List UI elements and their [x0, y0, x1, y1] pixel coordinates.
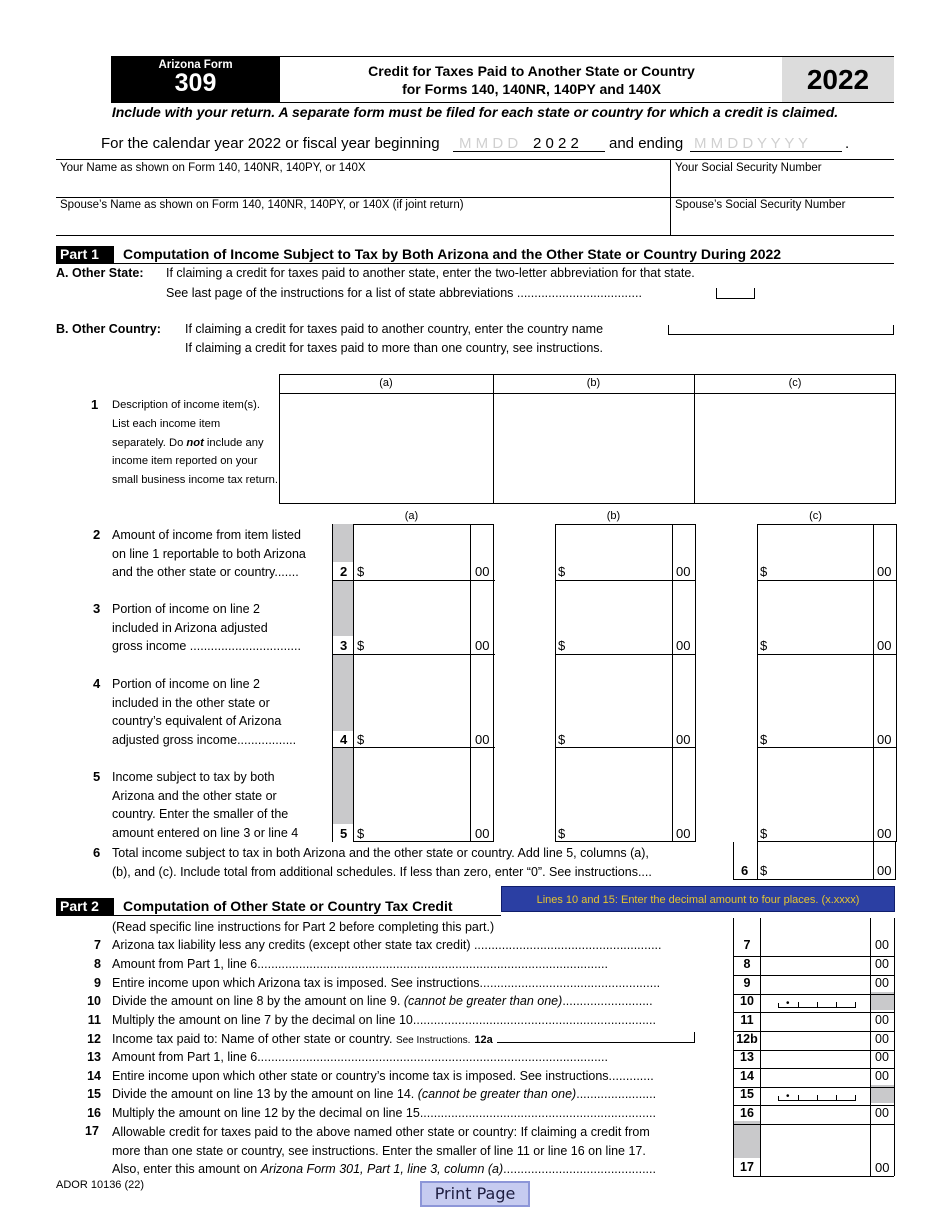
- part2-line-text: [112, 1106, 656, 1120]
- part2-amount-input[interactable]: [762, 957, 868, 974]
- other-state-label: A. Other State:: [56, 266, 144, 280]
- line-text-main: Multiply the amount on line 12 by the decimal on line 15....................................................................: [112, 1106, 656, 1120]
- line2a-dollar: $: [357, 564, 365, 579]
- part2-line-number: 16: [87, 1106, 101, 1120]
- part2-line-8: [0, 957, 950, 975]
- line1-desc-2: List each income item: [112, 417, 221, 430]
- line3a-cents: 00: [475, 638, 490, 653]
- line3-desc-3: gross income ................................: [112, 639, 301, 654]
- line2-box-number: 2: [340, 564, 348, 579]
- part2-line-9: [0, 976, 950, 994]
- line-text-main: Arizona tax liability less any credits (except other state tax credit) ......................................................: [112, 938, 662, 952]
- decimal-tooltip: Lines 10 and 15: Enter the decimal amount to four places. (x.xxxx): [501, 886, 895, 912]
- line3-desc-2: included in Arizona adjusted: [112, 620, 268, 635]
- part2-box-number: 9: [743, 976, 751, 990]
- line4-desc-4: adjusted gross income.................: [112, 732, 297, 747]
- line3c-cents: 00: [877, 638, 892, 653]
- line4b-input[interactable]: [567, 656, 670, 745]
- line5b-input[interactable]: [567, 749, 670, 840]
- line17-number: 17: [85, 1124, 99, 1138]
- line6-desc-1: Total income subject to tax in both Arizona and the other state or country. Add line 5, columns (a),: [112, 846, 649, 860]
- line1-desc-1: Description of income item(s).: [112, 399, 260, 411]
- line5-desc-2: Arizona and the other state or: [112, 788, 277, 803]
- line-text-leader: .......................: [576, 1087, 657, 1101]
- line5-number: 5: [93, 769, 101, 784]
- part2-line-number: 12: [87, 1032, 101, 1046]
- line1-desc-3a: separately. Do: [112, 436, 187, 449]
- part2-cents: 00: [875, 1106, 889, 1120]
- line-12a-label: 12a: [474, 1034, 493, 1046]
- line4-number: 4: [93, 676, 101, 691]
- line17-input[interactable]: [762, 1123, 868, 1175]
- line2b-input[interactable]: [567, 526, 670, 578]
- line5a-dollar: $: [357, 826, 365, 841]
- line3c-dollar: $: [760, 638, 768, 653]
- line4c-cents: 00: [877, 732, 892, 747]
- part2-box-number: 16: [740, 1106, 754, 1120]
- part2-line-text: [112, 1032, 695, 1046]
- part2-cents: 00: [875, 1032, 889, 1046]
- form-id-box: [111, 56, 280, 102]
- other-country-label: B. Other Country:: [56, 322, 161, 336]
- part2-box-number: 15: [740, 1087, 754, 1101]
- line17-box-number: 17: [740, 1160, 754, 1174]
- part2-amount-input[interactable]: [762, 1106, 868, 1123]
- line5a-input[interactable]: [366, 749, 468, 840]
- part2-cents: 00: [875, 1013, 889, 1027]
- line-text-main: Multiply the amount on line 7 by the decimal on line 10......................................................................: [112, 1013, 656, 1027]
- line-12a-input[interactable]: [497, 1032, 695, 1043]
- line-text-main: Amount from Part 1, line 6.....................................................................................................: [112, 957, 608, 971]
- part2-line-11: [0, 1013, 950, 1031]
- and-ending-label: and ending: [609, 135, 684, 152]
- line3-box-number: 3: [340, 638, 348, 653]
- line2b-dollar: $: [558, 564, 566, 579]
- line-text-main: Divide the amount on line 13 by the amount on line 14.: [112, 1087, 418, 1101]
- line-text-main: Entire income upon which Arizona tax is imposed. See instructions....................................................: [112, 976, 661, 990]
- line5-desc-3: country. Enter the smaller of the: [112, 807, 289, 822]
- part2-amount-input[interactable]: [762, 976, 868, 993]
- line17-desc-2: more than one state or country, see instructions. Enter the smaller of line 11 or line 16 on line 17.: [112, 1143, 646, 1158]
- part2-line-number: 10: [87, 994, 101, 1008]
- line-text-italic: (cannot be greater than one): [417, 1087, 577, 1101]
- line2-desc: [112, 526, 306, 582]
- line1-desc-3b: include any: [203, 436, 264, 449]
- part2-box-number: 8: [743, 957, 751, 971]
- line17-desc-3a: Also, enter this amount on: [112, 1162, 261, 1177]
- state-abbrev-input[interactable]: [716, 288, 755, 299]
- line2c-dollar: $: [760, 564, 768, 579]
- line6-desc-2: (b), and (c). Include total from additional schedules. If less than zero, enter “0”. See instructions....: [112, 865, 652, 879]
- part2-cents: 00: [875, 1050, 889, 1064]
- line17-desc: [112, 1123, 656, 1179]
- begin-date-input[interactable]: [453, 135, 605, 152]
- other-state-line2: See last page of the instructions for a list of state abbreviations ....................................: [166, 286, 642, 300]
- line-text-main: Divide the amount on line 8 by the amount on line 9.: [112, 994, 404, 1008]
- line3c-input[interactable]: [769, 582, 871, 652]
- part2-line-14: [0, 1069, 950, 1087]
- line-text-small: See Instructions.: [395, 1035, 471, 1046]
- line3-desc: [112, 600, 301, 656]
- line4b-cents: 00: [676, 732, 691, 747]
- line17-cents: 00: [875, 1160, 890, 1175]
- part2-amount-input[interactable]: [762, 1013, 868, 1030]
- line3-desc-1: Portion of income on line 2: [112, 602, 261, 616]
- line1-number: 1: [91, 397, 99, 412]
- line4-desc-3: country’s equivalent of Arizona: [112, 714, 282, 729]
- line4-desc-1: Portion of income on line 2: [112, 677, 261, 691]
- line-text-leader: ..........................: [562, 994, 653, 1008]
- line3a-input[interactable]: [366, 582, 468, 652]
- line2-number: 2: [93, 527, 101, 542]
- spouse-ssn-field[interactable]: Spouse’s Social Security Number: [675, 199, 846, 211]
- begin-date-placeholder: M M D D: [459, 135, 519, 152]
- line6-cents: 00: [877, 863, 892, 878]
- other-country-line2: If claiming a credit for taxes paid to more than one country, see instructions.: [185, 341, 604, 355]
- line4c-input[interactable]: [769, 656, 871, 745]
- line1-desc-not: not: [186, 436, 204, 449]
- part2-intro: (Read specific line instructions for Part 2 before completing this part.): [112, 920, 495, 934]
- form-title: [285, 62, 778, 98]
- part2-line-text: [112, 994, 653, 1008]
- line1-desc-3: [112, 434, 282, 453]
- part1-tag: Part 1: [56, 246, 114, 263]
- part2-cents: 00: [875, 976, 889, 990]
- part2-line-text: [112, 1069, 654, 1083]
- line2c-cents: 00: [877, 564, 892, 579]
- part2-line-10: [0, 994, 950, 1012]
- print-page-button[interactable]: Print Page: [420, 1181, 530, 1207]
- line4-desc-2: included in the other state or: [112, 695, 270, 710]
- grid-col-a: (a): [404, 510, 419, 522]
- line5a-cents: 00: [475, 826, 490, 841]
- line2-desc-3: and the other state or country.......: [112, 565, 299, 580]
- line17-desc-3i: Arizona Form 301, Part 1, line 3, column (a): [260, 1162, 504, 1177]
- line6-number: 6: [93, 845, 101, 860]
- other-country-line1: If claiming a credit for taxes paid to another country, enter the country name: [185, 322, 604, 336]
- your-ssn-field[interactable]: Your Social Security Number: [675, 162, 822, 174]
- period-end-dot: .: [845, 135, 850, 152]
- country-name-input[interactable]: [668, 325, 894, 335]
- line4a-cents: 00: [475, 732, 490, 747]
- line6-desc: [112, 844, 652, 882]
- form-number: 309: [174, 69, 217, 97]
- part2-cents: 00: [875, 1069, 889, 1083]
- part2-amount-input[interactable]: [762, 1069, 868, 1086]
- line17-desc-1: Allowable credit for taxes paid to the above named other state or country: If claiming a credit from: [112, 1125, 650, 1139]
- part2-line-13: [0, 1050, 950, 1068]
- grid-col-b: (b): [606, 510, 621, 522]
- line1-input-c[interactable]: [695, 394, 895, 503]
- line5-desc-4: amount entered on line 3 or line 4: [112, 825, 299, 840]
- part2-line-number: 8: [94, 957, 101, 971]
- part2-tag: Part 2: [56, 898, 114, 915]
- part2-line-15: [0, 1087, 950, 1105]
- line1-col-c: (c): [788, 377, 802, 389]
- part2-cents: 00: [875, 938, 889, 952]
- line5-desc-1: Income subject to tax by both: [112, 770, 275, 784]
- line1-col-a: (a): [379, 377, 393, 389]
- line17-desc-3: [112, 1160, 656, 1179]
- part2-line-text: [112, 1050, 608, 1064]
- form-label: Arizona Form: [158, 59, 233, 71]
- form-code: ADOR 10136 (22): [56, 1179, 145, 1191]
- line5b-dollar: $: [558, 826, 566, 841]
- line-text-italic: (cannot be greater than one): [403, 994, 563, 1008]
- end-date-input[interactable]: [690, 135, 842, 152]
- end-date-placeholder: M M D D Y Y Y Y: [694, 135, 808, 152]
- line2-desc-2: on line 1 reportable to both Arizona: [112, 546, 306, 561]
- line1-desc-5: small business income tax return.: [112, 474, 279, 487]
- part2-line-text: [112, 1087, 656, 1101]
- line3a-dollar: $: [357, 638, 365, 653]
- part2-line-7: [0, 938, 950, 956]
- line5-desc: [112, 768, 298, 842]
- part2-box-number: 11: [740, 1013, 754, 1027]
- part2-line-text: [112, 1013, 656, 1027]
- part2-box-number: 7: [743, 938, 751, 952]
- line3b-dollar: $: [558, 638, 566, 653]
- part2-amount-input[interactable]: [762, 938, 868, 955]
- line2c-input[interactable]: [769, 526, 871, 578]
- line2a-input[interactable]: [366, 526, 468, 578]
- period-prefix: For the calendar year 2022 or fiscal year beginning: [101, 135, 440, 152]
- line3b-input[interactable]: [567, 582, 670, 652]
- line-text-main: Entire income upon which other state or country’s income tax is imposed. See instructions.............: [112, 1069, 654, 1083]
- line5b-cents: 00: [676, 826, 691, 841]
- line2a-cents: 00: [475, 564, 490, 579]
- part2-line-text: [112, 957, 608, 971]
- line3b-cents: 00: [676, 638, 691, 653]
- part2-line-12: [0, 1032, 950, 1050]
- part2-amount-input[interactable]: [762, 1032, 868, 1049]
- other-state-line1: If claiming a credit for taxes paid to another state, enter the two-letter abbreviation for that state.: [166, 266, 695, 280]
- decimal-input[interactable]: •: [778, 1091, 856, 1101]
- part2-box-number: 12b: [736, 1032, 758, 1046]
- part2-line-number: 15: [87, 1087, 101, 1101]
- line1-col-b: (b): [586, 377, 601, 389]
- part2-line-number: 7: [94, 938, 101, 952]
- line6-dollar: $: [760, 863, 768, 878]
- spouse-name-field[interactable]: Spouse’s Name as shown on Form 140, 140NR, 140PY, or 140X (if joint return): [60, 199, 464, 211]
- line-text-main: Income tax paid to: Name of other state or country.: [112, 1032, 396, 1046]
- tax-year: 2022: [782, 57, 894, 102]
- part2-line-number: 11: [87, 1013, 101, 1027]
- line5c-cents: 00: [877, 826, 892, 841]
- begin-year: 2 0 2 2: [533, 135, 579, 152]
- line4-box-number: 4: [340, 732, 348, 747]
- part2-title: Computation of Other State or Country Tax Credit: [123, 898, 453, 914]
- line4a-input[interactable]: [366, 656, 468, 745]
- instruction-line: Include with your return. A separate form must be filed for each state or country for which a credit is claimed.: [111, 104, 839, 120]
- line17-desc-3b: ............................................: [503, 1162, 656, 1177]
- part2-line-text: [112, 976, 660, 990]
- your-name-field[interactable]: Your Name as shown on Form 140, 140NR, 140PY, or 140X: [60, 162, 366, 174]
- line1-input-b[interactable]: [494, 394, 693, 503]
- line4a-dollar: $: [357, 732, 365, 747]
- part2-line-number: 9: [94, 976, 101, 990]
- part2-line-text: [112, 938, 662, 952]
- line1-desc-4: income item reported on your: [112, 455, 258, 468]
- period-row: [101, 135, 440, 152]
- part2-box-number: 10: [740, 994, 754, 1008]
- line4-desc: [112, 675, 296, 749]
- part2-box-number: 13: [740, 1050, 754, 1064]
- part2-line-number: 14: [87, 1069, 101, 1083]
- part2-cents: 00: [875, 957, 889, 971]
- part2-line-16: [0, 1106, 950, 1124]
- line1-input-a[interactable]: [280, 394, 492, 503]
- decimal-input[interactable]: •: [778, 998, 856, 1008]
- line5c-dollar: $: [760, 826, 768, 841]
- line4c-dollar: $: [760, 732, 768, 747]
- line2b-cents: 00: [676, 564, 691, 579]
- part2-box-number: 14: [740, 1069, 754, 1083]
- line1-desc: [112, 396, 282, 490]
- line4b-dollar: $: [558, 732, 566, 747]
- line5c-input[interactable]: [769, 749, 871, 840]
- part1-title: Computation of Income Subject to Tax by Both Arizona and the Other State or Country During 2022: [123, 246, 782, 262]
- line6-input[interactable]: [769, 844, 871, 878]
- part2-amount-input[interactable]: [762, 1050, 868, 1067]
- line-text-main: Amount from Part 1, line 6.....................................................................................................: [112, 1050, 608, 1064]
- part2-line-number: 13: [87, 1050, 101, 1064]
- title-line-1: Credit for Taxes Paid to Another State or Country: [368, 63, 695, 79]
- line3-number: 3: [93, 601, 101, 616]
- line2-desc-1: Amount of income from item listed: [112, 528, 301, 542]
- line5-box-number: 5: [340, 826, 348, 841]
- line6-box-number: 6: [741, 863, 749, 878]
- title-line-2: for Forms 140, 140NR, 140PY and 140X: [402, 81, 661, 97]
- grid-col-c: (c): [809, 510, 822, 522]
